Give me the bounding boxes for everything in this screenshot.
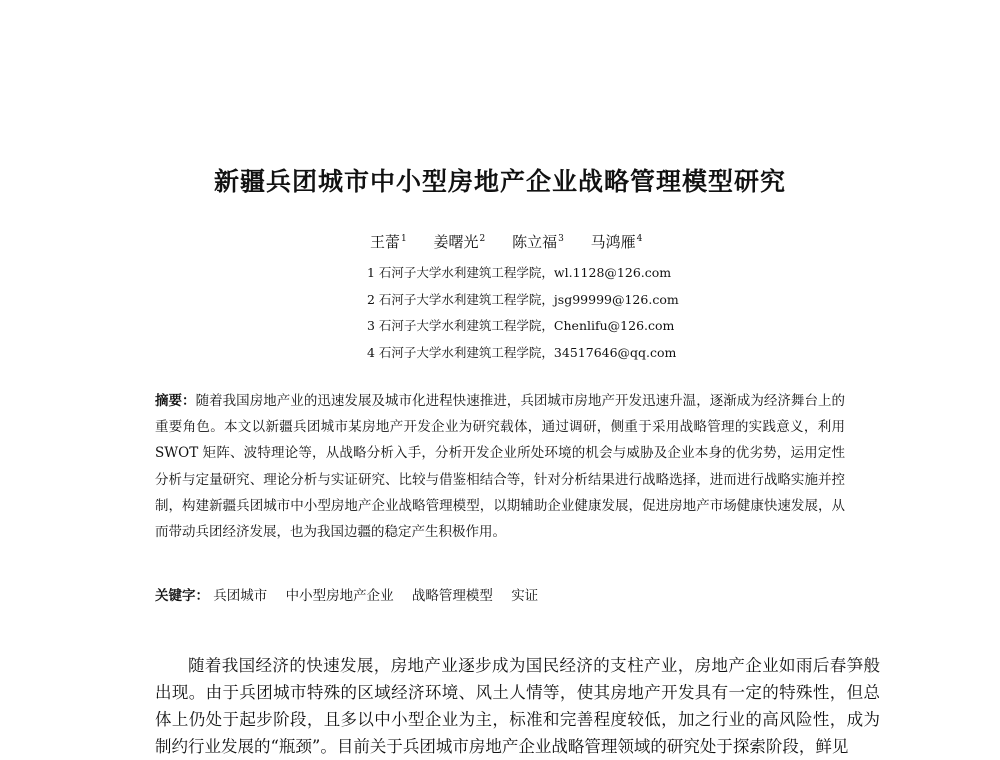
- abstract-text: 随着我国房地产业的迅速发展及城市化进程快速推进，兵团城市房地产开发迅速升温，逐渐成为经济舞台上的重要角色。本文以新疆兵团城市某房地产开发企业为研究载体，通过调研，侧重于采用战略管理的实践意义，利用 SWOT 矩阵、波特理论等，从战略分析入手，分析开发企业所处环境的机会与威胁及企业本身的优劣势，运用定性分析与定量研究、理论分析与实证研究、比较与借鉴相结合等，针对分析结果进行战略选择，进而进行战略实施并控制，构建新疆兵团城市中小型房地产企业战略管理模型，以期辅助企业健康发展，促进房地产市场健康快速发展，从而带动兵团经济发展，也为我国边疆的稳定产生积极作用。: [155, 393, 846, 541]
- paper-title: 新疆兵团城市中小型房地产企业战略管理模型研究: [213, 167, 786, 196]
- author-name: 马鸿雁: [590, 233, 636, 251]
- body-paragraph: 随着我国经济的快速发展，房地产业逐步成为国民经济的支柱产业，房地产企业如雨后春笋般出现。由于兵团城市特殊的区域经济环境、风土人情等，使其房地产开发具有一定的特殊性，但总体上仍处于起步阶段，且多以中小型企业为主，标准和完善程度较低，加之行业的高风险性，成为制约行业发展的“瓶颈”。目前关于兵团城市房地产企业战略管理领域的研究处于探索阶段，鲜见: [155, 656, 880, 756]
- author: [434, 231, 486, 252]
- author-affiliation-mark: 2: [479, 234, 486, 244]
- affiliation-line: 2 石河子大学水利建筑工程学院，jsg99999@126.com: [367, 291, 679, 307]
- author-affiliation-mark: 3: [558, 234, 564, 244]
- keyword: 实证: [511, 588, 539, 604]
- author: [370, 231, 407, 252]
- author-list: [370, 231, 664, 252]
- author-name: 王蕾: [370, 233, 401, 251]
- author-affiliation-mark: 1: [401, 234, 407, 244]
- author-name: 陈立福: [512, 233, 558, 251]
- author-name: 姜曙光: [433, 233, 479, 251]
- affiliation-line: 3 石河子大学水利建筑工程学院，Chenlifu@126.com: [367, 318, 675, 333]
- author-affiliation-mark: 4: [636, 234, 643, 244]
- abstract: [155, 388, 845, 545]
- author: [512, 231, 564, 252]
- affiliation-line: 4 石河子大学水利建筑工程学院，34517646@qq.com: [367, 344, 677, 360]
- affiliation-line: 1 石河子大学水利建筑工程学院，wl.1128@126.com: [367, 265, 672, 280]
- affiliation-list: [367, 260, 679, 366]
- author: [591, 231, 643, 252]
- keyword: 中小型房地产企业: [285, 588, 394, 604]
- keywords: [155, 584, 552, 604]
- keyword: 战略管理模型: [411, 588, 493, 604]
- abstract-label: 摘要：: [155, 393, 196, 409]
- keywords-label: 关键字：: [155, 588, 209, 604]
- keyword: 兵团城市: [213, 588, 268, 604]
